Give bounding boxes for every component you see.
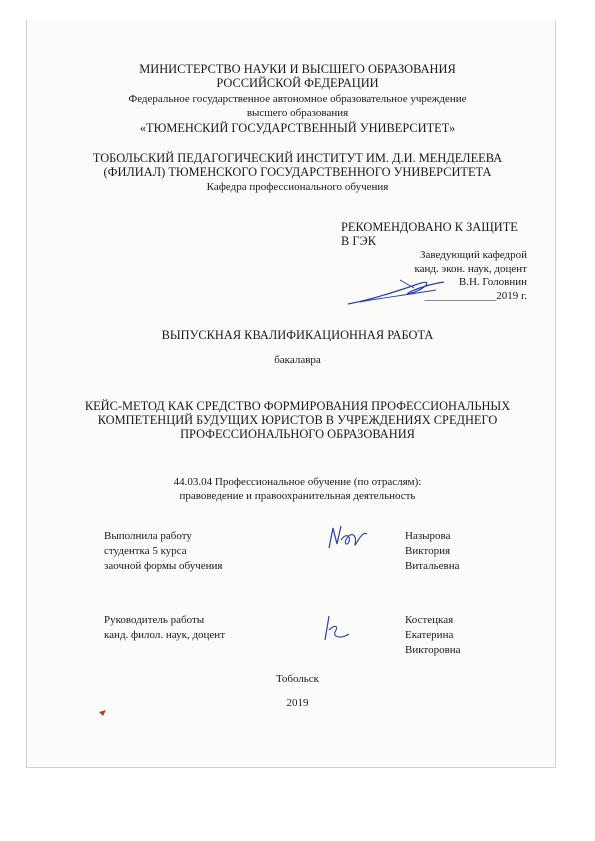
institution-type-line-1: Федеральное государственное автономное образовательное учреждение — [128, 93, 467, 105]
author-surname: Назырова — [405, 530, 451, 542]
author-signature — [323, 520, 373, 556]
supervisor-signature — [315, 612, 355, 646]
institute-line-2: (ФИЛИАЛ) ТЮМЕНСКОГО ГОСУДАРСТВЕННОГО УНИВЕРСИТЕТА — [103, 165, 492, 179]
institute-line-1: ТОБОЛЬСКИЙ ПЕДАГОГИЧЕСКИЙ ИНСТИТУТ ИМ. Д.И. МЕНДЕЛЕЕВА — [92, 151, 503, 165]
supervisor-label-2: канд. филол. наук, доцент — [104, 629, 226, 641]
head-name: В.Н. Головнин — [458, 276, 527, 288]
author-label-3: заочной формы обучения — [104, 560, 223, 572]
ministry-line-2: РОССИЙСКОЙ ФЕДЕРАЦИИ — [216, 76, 379, 90]
thesis-title-line-1: КЕЙС-МЕТОД КАК СРЕДСТВО ФОРМИРОВАНИЯ ПРОФЕССИОНАЛЬНЫХ — [84, 399, 511, 413]
head-degree: канд. экон. наук, доцент — [414, 263, 527, 275]
author-label-1: Выполнила работу — [104, 530, 192, 542]
head-title: Заведующий кафедрой — [420, 249, 527, 261]
author-label-2: студентка 5 курса — [104, 545, 187, 557]
department-name: Кафедра профессионального обучения — [206, 181, 389, 193]
approval-date: _____________2019 г. — [424, 290, 527, 302]
thesis-title-line-3: ПРОФЕССИОНАЛЬНОГО ОБРАЗОВАНИЯ — [180, 427, 415, 441]
supervisor-first-name: Екатерина — [405, 629, 454, 641]
university-name: «ТЮМЕНСКИЙ ГОСУДАРСТВЕННЫЙ УНИВЕРСИТЕТ» — [139, 121, 456, 135]
specialty-line-2: правоведение и правоохранительная деятельность — [179, 490, 416, 502]
scan-mark-icon — [98, 709, 108, 717]
specialty-line-1: 44.03.04 Профессиональное обучение (по отраслям): — [173, 476, 422, 488]
work-type: ВЫПУСКНАЯ КВАЛИФИКАЦИОННАЯ РАБОТА — [161, 328, 434, 342]
supervisor-patronymic: Викторовна — [405, 644, 461, 656]
city: Тобольск — [275, 673, 320, 685]
institution-type-line-2: высшего образования — [246, 107, 349, 119]
ministry-line-1: МИНИСТЕРСТВО НАУКИ И ВЫСШЕГО ОБРАЗОВАНИЯ — [139, 62, 456, 76]
approval-line-1: РЕКОМЕНДОВАНО К ЗАЩИТЕ — [341, 220, 518, 234]
thesis-title-line-2: КОМПЕТЕНЦИЙ БУДУЩИХ ЮРИСТОВ В УЧРЕЖДЕНИЯХ СРЕДНЕГО — [97, 413, 498, 427]
degree-level: бакалавра — [274, 354, 321, 366]
supervisor-surname: Костецкая — [405, 614, 454, 626]
author-patronymic: Витальевна — [405, 560, 460, 572]
head-signature — [340, 270, 450, 310]
author-first-name: Виктория — [405, 545, 451, 557]
year: 2019 — [286, 697, 309, 709]
supervisor-label-1: Руководитель работы — [104, 614, 205, 626]
approval-line-2: В ГЭК — [341, 234, 376, 248]
